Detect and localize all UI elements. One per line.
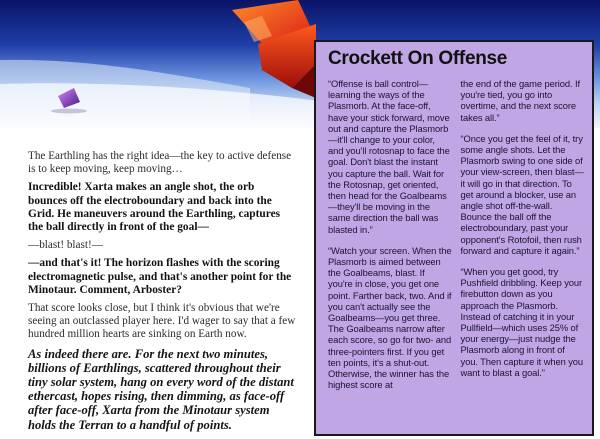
commentary-paragraph: As indeed there are. For the next two minutes, billions of Earthlings, scattered throughout their tiny solar system, hang on every word of the distant ethercast, hopes rising, then dimming, as face-off after face-off, Xarta from the Minotaur system holds the Terran to a handful of points. [28,346,294,432]
sidebar-paragraph: the end of the game period. If you're tied, you go into overtime, and the next score takes all.” [460,78,580,123]
sidebar-paragraph: “Watch your screen. When the Plasmorb is aimed between the Goalbeams, blast. If you're in close, you get one point. Farther back, two. And if you can't actually see the Goalbeams—you get three. The Goalbeams narrow after each score, so go for two- and three-pointers first. If you get ten points, it's a shut-out. Otherwise, the winner has the highest score at [328,244,452,391]
commentary-paragraph: —and that's it! The horizon flashes with the scoring electromagnetic pulse, and that's another point for the Minotaur. Comment, Arboster? [28,257,292,296]
sidebar-paragraph: “Offense is ball control—learning the ways of the Plasmorb. At the face-off, have your stick forward, move out and capture the Plasmorb—it'll change to your color, and you'll rotosnap to face the goal. Don't blast the instant you capture the ball. Wait for the Rotosnap, get oriented, then head for the Goalbeams—they'll be moving in the same direction the ball was blasted in.” [328,78,450,235]
commentary-paragraph: Incredible! Xarta makes an angle shot, the orb bounces off the electroboundary and back into the Grid. He maneuvers around the Earthling, captures the ball directly in front of the goal— [28,181,281,234]
sidebar-column-right [461,78,585,400]
sidebar-columns [328,78,584,400]
commentary-paragraph: That score looks close, but I think it's obvious that we're seeing an outclassed player here. I'd wager to say that a few hundred million hearts are sinking on Earth now. [28,302,296,341]
sidebar-column-left [328,78,452,400]
commentary-column [28,150,296,437]
sidebar-title: Crockett On Offense [328,48,508,69]
commentary-paragraph: The Earthling has the right idea—the key to active defense is to keep moving, keep moving… [28,150,292,176]
sidebar-paragraph: “Once you get the feel of it, try some angle shots. Let the Plasmorb swing to one side of your view-screen, then blast—it will go in that direction. To get around a blocker, use an angle shot off-the-wall. Bounce the ball off the electroboundary, past your opponent's Rotofoil, then rush forward and capture it again.” [460,132,584,256]
crockett-sidebar [314,40,594,436]
sidebar-paragraph: “When you get good, try Pushfield dribbling. Keep your firebutton down as you approach the Plasmorb. Instead of catching it in your Pullfield—which uses 25% of your energy—just nudge the Plasmorb along in front of you. Then capture it when you want to blast a goal.” [460,266,584,378]
commentary-paragraph: —blast! blast!— [28,239,103,252]
